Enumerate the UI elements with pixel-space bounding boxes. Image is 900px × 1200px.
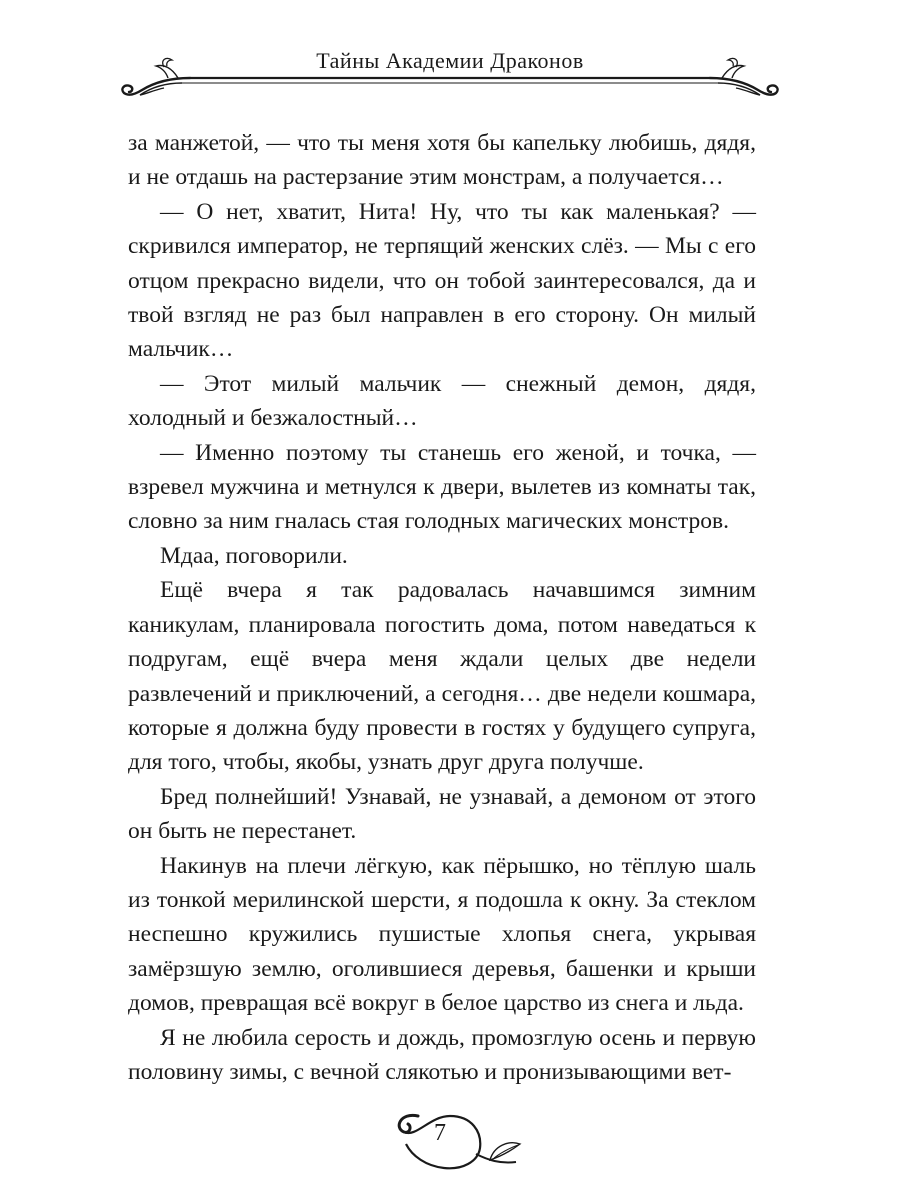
paragraph: Накинув на плечи лёгкую, как пёрышко, но тёплую шаль из тонкой мерилинской шерсти, я подошла к окну. За стеклом неспешно кружились пушистые хлопья снега, укрывая замёрзшую землю, оголившиеся деревья, башенки и крыши домов, превращая всё вокруг в белое царство из снега и льда. <box>128 852 756 1017</box>
page-footer <box>390 1098 530 1178</box>
paragraph: Я не любила серость и дождь, промозглую осень и первую половину зимы, с вечной слякотью и пронизывающими вет- <box>128 1024 756 1085</box>
paragraph: — О нет, хватит, Нита! Ну, что ты как маленькая? — скривился император, не терпящий женских слёз. — Мы с его отцом прекрасно видели, что он тобой заинтересовался, да и твой взгляд не раз был направлен в его сторону. Он милый мальчик… <box>128 198 756 363</box>
paragraph: — Именно поэтому ты станешь его женой, и точка, — взревел мужчина и метнулся к двери, вылетев из комнаты так, словно за ним гналась стая голодных магических монстров. <box>128 439 756 535</box>
running-title: Тайны Академии Драконов <box>316 48 584 73</box>
paragraph: Мдаа, поговорили. <box>160 542 348 569</box>
running-header <box>120 38 780 108</box>
page-number: 7 <box>434 1120 446 1146</box>
paragraph: за манжетой, — что ты меня хотя бы капельку любишь, дядя, и не отдашь на растерзание этим монстрам, а получается… <box>128 130 756 191</box>
paragraph: Бред полнейший! Узнавай, не узнавай, а демоном от этого он быть не перестанет. <box>128 783 756 845</box>
paragraph: — Этот милый мальчик — снежный демон, дядя, холодный и безжалостный… <box>128 370 756 432</box>
paragraph: Ещё вчера я так радовалась начавшимся зимним каникулам, планировала погостить дома, потом наведаться к подругам, ещё вчера меня ждали целых две недели развлечений и приключений, а сегодня… две недели кошмара, которые я должна буду провести в гостях у будущего супруга, для того, чтобы, якобы, узнать друг друга получше. <box>128 577 756 776</box>
chapter-text <box>128 126 756 1089</box>
